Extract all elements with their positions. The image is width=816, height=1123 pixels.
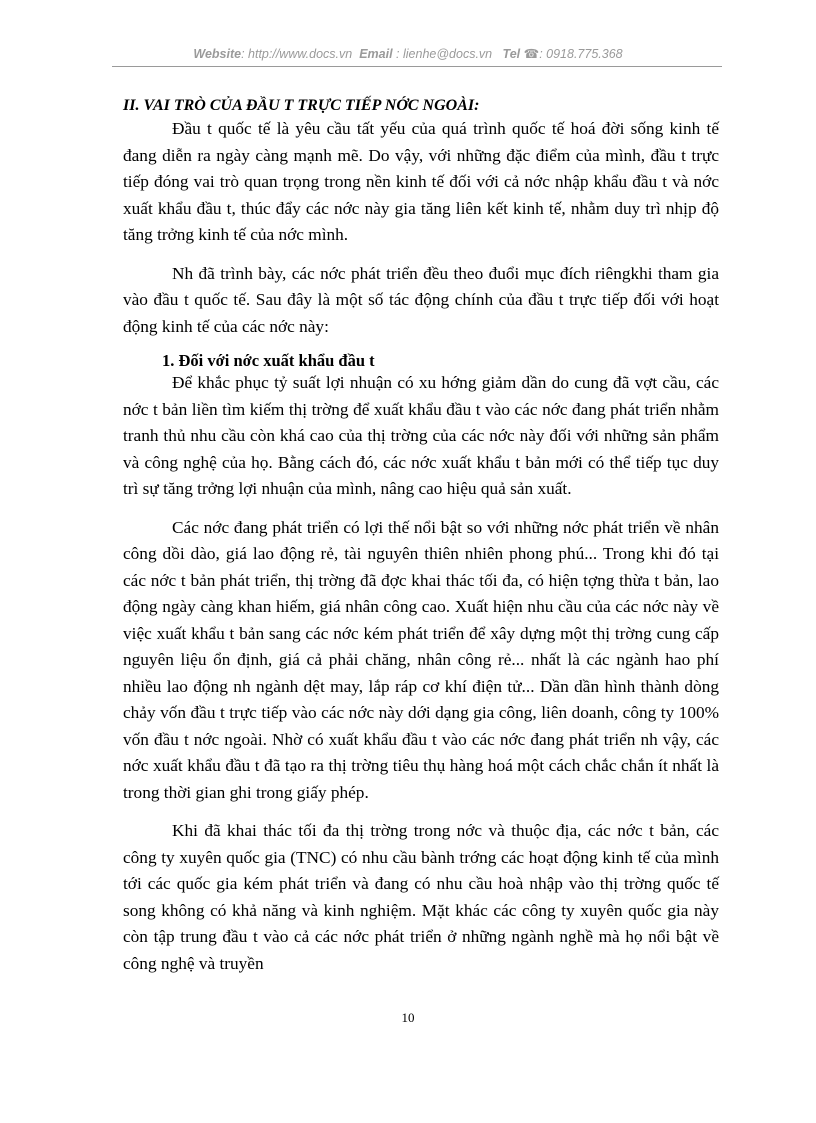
paragraph: Nh đã trình bày, các nớc phát triển đều theo đuổi mục đích riêngkhi tham gia vào đầu t quốc tế. Sau đây là một số tác động chính của đầu t trực tiếp đối với hoạt động kinh tế của các nớc này: (123, 263, 719, 336)
website-label: Website (193, 47, 242, 61)
paragraph: Khi đã khai thác tối đa thị trờng trong nớc và thuộc địa, các nớc t bản, các công ty xuyên quốc gia (TNC) có nhu cầu bành trớng các hoạt động kinh tế của mình tới các quốc gia kém phát triển và đang có nhu cầu hoà nhập vào thị trờng quốc tế song không có khả năng và kinh nghiệm. Mặt khác các công ty xuyên quốc gia này còn tập trung đầu t vào cả các nớc phát triển ở những ngành nghề mà họ nổi bật về công nghệ và truyền (123, 821, 719, 973)
header-divider (112, 66, 722, 67)
website-value: : http://www.docs.vn (241, 47, 353, 61)
paragraph: Đầu t quốc tế là yêu cầu tất yếu của quá trình quốc tế hoá đời sống kinh tế đang diễn ra ngày càng mạnh mẽ. Do vậy, với những đặc điểm của mình, đầu t trực tiếp đóng vai trò quan trọng trong nền kinh tế đối với cả nớc nhập khẩu đầu t và nớc xuất khẩu đầu t, thúc đẩy các nớc này gia tăng liên kết kinh tế, nhằm duy trì nhịp độ tăng trởng kinh tế của nớc mình. (123, 119, 719, 244)
subsection-heading: 1. Đối với nớc xuất khẩu đầu t (162, 351, 375, 370)
page-number: 10 (401, 1010, 415, 1025)
section-heading: II. VAI TRÒ CỦA ĐẦU T TRỰC TIẾP NỚC NGOÀI: (123, 97, 480, 114)
paragraph: Để khắc phục tỷ suất lợi nhuận có xu hớng giảm dần do cung đã vợt cầu, các nớc t bản liền tìm kiếm thị trờng để xuất khẩu đầu t vào các nớc đang phát triển nhằm tranh thủ nhu cầu còn khá cao của thị trờng của các nớc này đối với những sản phẩm và công nghệ của họ. Bằng cách đó, các nớc xuất khẩu t bản mới có thể tiếp tục duy trì sự tăng trởng lợi nhuận của mình, nâng cao hiệu quả sản xuất. (123, 373, 719, 498)
document-body (123, 96, 719, 989)
tel-value: ☎: 0918.775.368 (523, 47, 623, 61)
page-header (0, 46, 816, 61)
paragraph: Các nớc đang phát triển có lợi thế nổi bật so với những nớc phát triển về nhân công dồi dào, giá lao động rẻ, tài nguyên thiên nhiên phong phú... Trong khi đó tại các nớc t bản phát triển, thị trờng đã đợc khai thác tối đa, có hiện tợng thừa t bản, lao động ngày càng khan hiếm, giá nhân công cao. Xuất hiện nhu cầu của các nớc này về việc xuất khẩu t bản sang các nớc kém phát triển để xây dựng một thị trờng cung cấp nguyên liệu ổn định, giá cả phải chăng, nhân công rẻ... nhất là các ngành hao phí nhiều lao động nh ngành dệt may, lắp ráp cơ khí điện tử... Dần dần hình thành dòng chảy vốn đầu t trực tiếp vào các nớc này dới dạng gia công, liên doanh, công ty 100% vốn đầu t nớc ngoài. Nhờ có xuất khẩu đầu t vào các nớc đang phát triển nh vậy, các nớc xuất khẩu đầu t đã tạo ra thị trờng tiêu thụ hàng hoá một cách chắc chắn ít nhất là trong thời gian ghi trong giấy phép. (123, 517, 719, 802)
email-value: : lienhe@docs.vn (396, 47, 493, 61)
email-label: Email (359, 47, 393, 61)
tel-label: Tel (502, 47, 521, 61)
